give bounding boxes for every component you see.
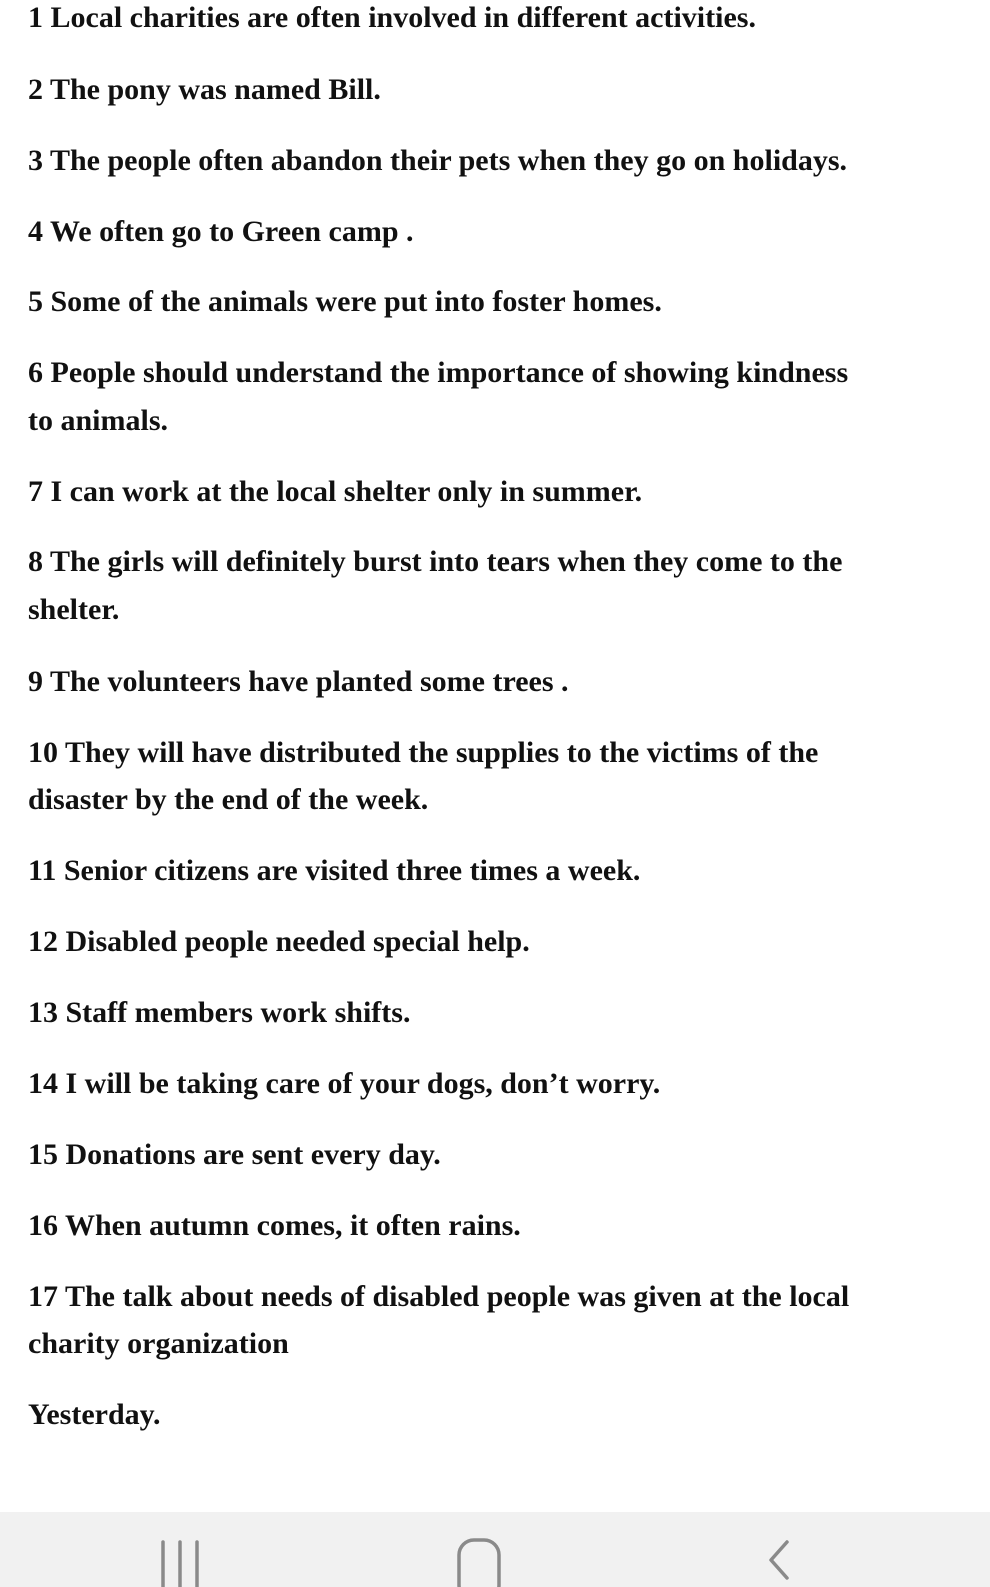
recent-apps-button[interactable] [131,1512,231,1587]
text-line: 7 I can work at the local shelter only in summer. [28,475,643,508]
text-line: 14 I will be taking care of your dogs, don’t worry. [28,1067,661,1100]
text-line: 9 The volunteers have planted some trees . [28,665,569,698]
text-line: 17 The talk about needs of disabled people was given at the local [28,1280,850,1313]
text-line: Yesterday. [28,1398,161,1431]
recent-apps-icon [131,1512,231,1587]
text-line: 10 They will have distributed the supplies to the victims of the [28,736,819,769]
text-line: disaster by the end of the week. [28,783,429,816]
text-line: 13 Staff members work shifts. [28,996,411,1029]
text-line: shelter. [28,593,120,626]
text-line: 5 Some of the animals were put into foster homes. [28,285,662,318]
home-button[interactable] [432,1512,532,1587]
navigation-bar [0,1512,990,1587]
text-line: 16 When autumn comes, it often rains. [28,1209,521,1242]
back-icon [735,1512,835,1587]
text-line: to animals. [28,404,169,437]
back-button[interactable] [735,1512,835,1587]
text-line: 2 The pony was named Bill. [28,73,381,106]
text-line: charity organization [28,1327,289,1360]
text-line: 8 The girls will definitely burst into tears when they come to the [28,545,843,578]
text-line: 4 We often go to Green camp . [28,215,414,248]
text-line: 6 People should understand the importance of showing kindness [28,356,849,389]
home-icon [432,1512,532,1587]
text-line: 3 The people often abandon their pets when they go on holidays. [28,144,848,177]
text-line: 11 Senior citizens are visited three times a week. [28,854,641,887]
text-line: 12 Disabled people needed special help. [28,925,530,958]
text-line: 1 Local charities are often involved in different activities. [28,1,756,34]
text-line: 15 Donations are sent every day. [28,1138,441,1171]
